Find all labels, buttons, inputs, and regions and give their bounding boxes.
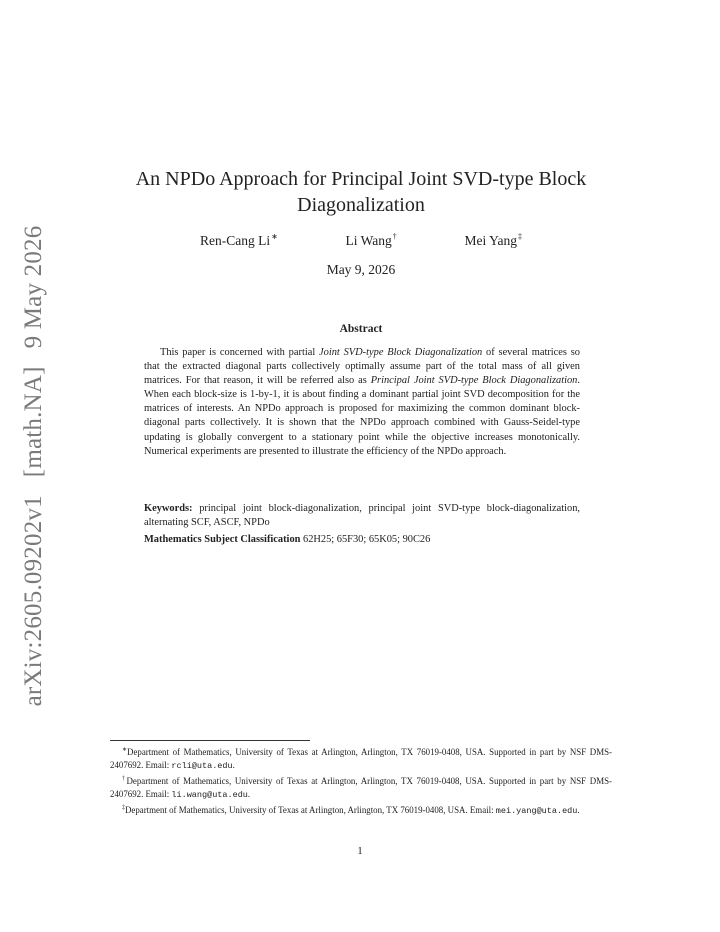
abstract-heading: Abstract [339, 323, 383, 335]
footnote-end: . [232, 759, 235, 770]
footnote-text: Department of Mathematics, University of Texas at Arlington, Arlington, TX 76019-0408, USA. Supported in part by NSF DMS-2407692. Email: [110, 747, 612, 770]
author [200, 232, 278, 249]
footnote-mark: ∗ [122, 747, 128, 753]
footnote [110, 773, 612, 802]
author [464, 232, 522, 249]
footnote [110, 802, 612, 818]
author-name: Li Wang [345, 233, 392, 248]
author-list [200, 232, 522, 249]
author-footnote-mark: ∗ [271, 232, 278, 241]
arxiv-date: 9 May 2026 [20, 225, 47, 349]
keywords [144, 502, 580, 530]
msc-classification [144, 533, 580, 547]
footnotes [110, 744, 612, 818]
abstract-text-part: of several matrices so that the extracted diagonal parts collectively optimally assume part of the total mass of all given matrices. For that reason, it will be referred also as [144, 347, 580, 387]
footnote-email[interactable]: li.wang@uta.edu [171, 789, 248, 800]
msc-label: Mathematics Subject Classification [144, 534, 301, 545]
footnote [110, 744, 612, 773]
arxiv-id: arXiv:2605.09202v1 [20, 495, 47, 707]
author-name: Mei Yang [464, 233, 517, 248]
author [346, 232, 397, 249]
abstract-text-part: This paper is concerned with partial [160, 347, 320, 358]
footnote-end: . [247, 788, 251, 799]
abstract-emphasis: Joint SVD-type Block Diagonalization [319, 347, 483, 358]
footnote-mark: † [122, 775, 127, 782]
abstract-emphasis: Principal Joint SVD-type Block Diagonalization [370, 375, 578, 387]
footnote-email[interactable]: mei.yang@uta.edu [495, 805, 578, 816]
arxiv-category: [math.NA] [20, 366, 47, 478]
paper-date: May 9, 2026 [326, 262, 396, 277]
keywords-label: Keywords: [144, 503, 193, 514]
msc-codes: 62H25; 65F30; 65K05; 90C26 [300, 534, 431, 545]
arxiv-stamp [20, 226, 48, 707]
footnote-text: Department of Mathematics, University of Texas at Arlington, Arlington, TX 76019-0408, USA. Supported in part by NSF DMS-2407692. Email: [110, 775, 613, 799]
footnote-divider [110, 740, 310, 741]
footnote-mark: ‡ [122, 804, 125, 811]
footnote-text: Department of Mathematics, University of Texas at Arlington, Arlington, TX 76019-0408, USA. Email: [125, 804, 496, 815]
footnote-email[interactable]: rcli@uta.edu [171, 760, 233, 771]
page-number: 1 [357, 845, 363, 857]
abstract-text-part: . When each block-size is 1-by-1, it is about finding a dominant partial joint SVD decomposition for the matrices of interests. An NPDo approach is proposed for maximizing the common dominant block-diagonal parts collectively. It is shown that the NPDo approach combined with Gauss-Seidel-type updating is globally convergent to a stationary point while the objective increases monotonically. Numerical experiments are presented to illustrate the efficiency of the NPDo approach. [144, 375, 580, 457]
author-footnote-mark: ‡ [518, 232, 522, 241]
author-footnote-mark: † [392, 232, 397, 241]
footnote-end: . [577, 804, 580, 815]
abstract-text [144, 346, 580, 459]
keywords-text: principal joint block-diagonalization, principal joint SVD-type block-diagonalization, alternating SCF, ASCF, NPDo [144, 503, 580, 529]
author-name: Ren-Cang Li [200, 233, 271, 248]
paper-title: An NPDo Approach for Principal Joint SVD-type Block Diagonalization [135, 168, 587, 216]
